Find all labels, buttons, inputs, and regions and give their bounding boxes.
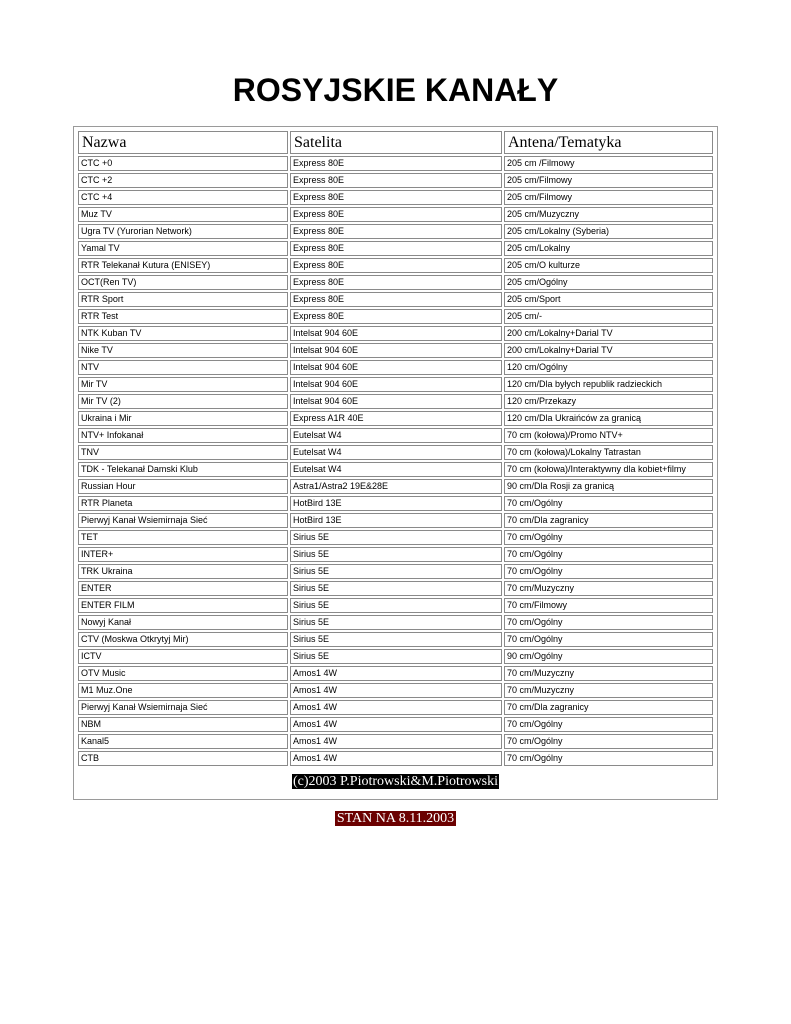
- cell-nazwa: RTR Telekanał Kutura (ENISEY): [78, 258, 288, 273]
- cell-nazwa: Nowyj Kanał: [78, 615, 288, 630]
- cell-antena: 200 cm/Lokalny+Darial TV: [504, 326, 713, 341]
- cell-nazwa: Nike TV: [78, 343, 288, 358]
- cell-antena: 70 cm/Ogólny: [504, 496, 713, 511]
- table-row: [78, 326, 713, 341]
- table-row: [78, 632, 713, 647]
- status-date-line: [0, 810, 791, 828]
- table-row: [78, 564, 713, 579]
- cell-nazwa: ICTV: [78, 649, 288, 664]
- cell-satelita: Amos1 4W: [290, 700, 502, 715]
- copyright-line: [0, 773, 791, 791]
- cell-nazwa: Russian Hour: [78, 479, 288, 494]
- cell-antena: 70 cm/Ogólny: [504, 564, 713, 579]
- cell-nazwa: CTV (Moskwa Otkrytyj Mir): [78, 632, 288, 647]
- cell-satelita: Sirius 5E: [290, 598, 502, 613]
- cell-nazwa: TDK - Telekanał Damski Klub: [78, 462, 288, 477]
- cell-nazwa: Pierwyj Kanał Wsiemirnaja Sieć: [78, 700, 288, 715]
- cell-nazwa: CTC +4: [78, 190, 288, 205]
- table-row: [78, 649, 713, 664]
- table-row: [78, 190, 713, 205]
- cell-satelita: Express 80E: [290, 156, 502, 171]
- table-row: [78, 309, 713, 324]
- cell-nazwa: NTV: [78, 360, 288, 375]
- cell-antena: 70 cm/Filmowy: [504, 598, 713, 613]
- table-row: [78, 462, 713, 477]
- table-row: [78, 292, 713, 307]
- table-row: [78, 445, 713, 460]
- column-header-nazwa: Nazwa: [78, 131, 288, 154]
- cell-satelita: Astra1/Astra2 19E&28E: [290, 479, 502, 494]
- cell-satelita: Sirius 5E: [290, 581, 502, 596]
- cell-nazwa: Ukraina i Mir: [78, 411, 288, 426]
- status-date-text: STAN NA 8.11.2003: [336, 811, 455, 826]
- cell-satelita: Amos1 4W: [290, 717, 502, 732]
- table-row: [78, 479, 713, 494]
- table-row: [78, 411, 713, 426]
- cell-nazwa: NTV+ Infokanał: [78, 428, 288, 443]
- table-row: [78, 513, 713, 528]
- copyright-text: (c)2003 P.Piotrowski&M.Piotrowski: [293, 774, 498, 789]
- table-row: [78, 751, 713, 766]
- cell-antena: 70 cm/Muzyczny: [504, 581, 713, 596]
- cell-satelita: Intelsat 904 60E: [290, 394, 502, 409]
- table-row: [78, 258, 713, 273]
- cell-satelita: Express A1R 40E: [290, 411, 502, 426]
- cell-nazwa: ENTER: [78, 581, 288, 596]
- cell-antena: 205 cm/O kulturze: [504, 258, 713, 273]
- table-row: [78, 734, 713, 749]
- cell-satelita: Eutelsat W4: [290, 445, 502, 460]
- table-row: [78, 275, 713, 290]
- cell-antena: 70 cm/Ogólny: [504, 734, 713, 749]
- channels-table-frame: [73, 126, 718, 800]
- column-header-antena: Antena/Tematyka: [504, 131, 713, 154]
- cell-antena: 205 cm/Ogólny: [504, 275, 713, 290]
- cell-satelita: Amos1 4W: [290, 666, 502, 681]
- column-header-satelita: Satelita: [290, 131, 502, 154]
- cell-nazwa: ENTER FILM: [78, 598, 288, 613]
- cell-satelita: Intelsat 904 60E: [290, 360, 502, 375]
- cell-antena: 120 cm/Dla Ukraińców za granicą: [504, 411, 713, 426]
- cell-antena: 205 cm/Filmowy: [504, 173, 713, 188]
- cell-nazwa: RTR Sport: [78, 292, 288, 307]
- cell-satelita: HotBird 13E: [290, 496, 502, 511]
- cell-satelita: Eutelsat W4: [290, 462, 502, 477]
- cell-nazwa: TET: [78, 530, 288, 545]
- table-row: [78, 377, 713, 392]
- table-row: [78, 207, 713, 222]
- cell-satelita: Express 80E: [290, 258, 502, 273]
- table-row: [78, 666, 713, 681]
- cell-antena: 70 cm/Ogólny: [504, 615, 713, 630]
- cell-antena: 90 cm/Ogólny: [504, 649, 713, 664]
- cell-nazwa: CTB: [78, 751, 288, 766]
- table-row: [78, 547, 713, 562]
- cell-nazwa: OCT(Ren TV): [78, 275, 288, 290]
- cell-satelita: Sirius 5E: [290, 530, 502, 545]
- cell-satelita: Express 80E: [290, 173, 502, 188]
- cell-nazwa: TNV: [78, 445, 288, 460]
- table-row: [78, 428, 713, 443]
- cell-nazwa: CTC +0: [78, 156, 288, 171]
- cell-nazwa: OTV Music: [78, 666, 288, 681]
- cell-satelita: Sirius 5E: [290, 564, 502, 579]
- cell-satelita: Intelsat 904 60E: [290, 377, 502, 392]
- table-row: [78, 224, 713, 239]
- table-row: [78, 496, 713, 511]
- cell-satelita: Sirius 5E: [290, 615, 502, 630]
- table-row: [78, 241, 713, 256]
- cell-satelita: Intelsat 904 60E: [290, 343, 502, 358]
- cell-satelita: Amos1 4W: [290, 734, 502, 749]
- cell-antena: 205 cm/Lokalny (Syberia): [504, 224, 713, 239]
- table-header-row: [78, 131, 713, 154]
- cell-nazwa: Pierwyj Kanał Wsiemirnaja Sieć: [78, 513, 288, 528]
- cell-nazwa: Mir TV (2): [78, 394, 288, 409]
- cell-antena: 205 cm/Filmowy: [504, 190, 713, 205]
- table-row: [78, 173, 713, 188]
- table-row: [78, 156, 713, 171]
- cell-nazwa: NBM: [78, 717, 288, 732]
- table-row: [78, 360, 713, 375]
- table-row: [78, 581, 713, 596]
- cell-nazwa: Muz TV: [78, 207, 288, 222]
- cell-nazwa: M1 Muz.One: [78, 683, 288, 698]
- cell-satelita: Express 80E: [290, 190, 502, 205]
- cell-antena: 205 cm/Muzyczny: [504, 207, 713, 222]
- page-title: ROSYJSKIE KANAŁY: [232, 72, 559, 108]
- table-body: [78, 156, 713, 766]
- cell-antena: 70 cm/Muzyczny: [504, 666, 713, 681]
- table-row: [78, 343, 713, 358]
- channels-table: [76, 129, 715, 768]
- table-row: [78, 530, 713, 545]
- cell-nazwa: RTR Planeta: [78, 496, 288, 511]
- cell-nazwa: Kanal5: [78, 734, 288, 749]
- cell-antena: 70 cm (kołowa)/Interaktywny dla kobiet+filmy: [504, 462, 713, 477]
- cell-satelita: Express 80E: [290, 275, 502, 290]
- cell-antena: 120 cm/Przekazy: [504, 394, 713, 409]
- cell-nazwa: Yamal TV: [78, 241, 288, 256]
- cell-antena: 205 cm/Lokalny: [504, 241, 713, 256]
- cell-antena: 200 cm/Lokalny+Darial TV: [504, 343, 713, 358]
- cell-satelita: Express 80E: [290, 207, 502, 222]
- cell-satelita: Sirius 5E: [290, 649, 502, 664]
- cell-antena: 70 cm/Ogólny: [504, 751, 713, 766]
- cell-nazwa: NTK Kuban TV: [78, 326, 288, 341]
- cell-nazwa: INTER+: [78, 547, 288, 562]
- cell-satelita: Eutelsat W4: [290, 428, 502, 443]
- cell-nazwa: TRK Ukraina: [78, 564, 288, 579]
- table-row: [78, 598, 713, 613]
- cell-satelita: Sirius 5E: [290, 632, 502, 647]
- cell-satelita: Express 80E: [290, 292, 502, 307]
- cell-antena: 90 cm/Dla Rosji za granicą: [504, 479, 713, 494]
- cell-satelita: Intelsat 904 60E: [290, 326, 502, 341]
- cell-antena: 205 cm/-: [504, 309, 713, 324]
- cell-nazwa: RTR Test: [78, 309, 288, 324]
- cell-satelita: Express 80E: [290, 224, 502, 239]
- cell-antena: 70 cm (kołowa)/Lokalny Tatrastan: [504, 445, 713, 460]
- cell-antena: 205 cm/Sport: [504, 292, 713, 307]
- cell-antena: 120 cm/Dla byłych republik radzieckich: [504, 377, 713, 392]
- cell-antena: 70 cm (kołowa)/Promo NTV+: [504, 428, 713, 443]
- table-row: [78, 394, 713, 409]
- cell-antena: 70 cm/Dla zagranicy: [504, 513, 713, 528]
- cell-satelita: Express 80E: [290, 309, 502, 324]
- cell-antena: 70 cm/Ogólny: [504, 547, 713, 562]
- table-row: [78, 717, 713, 732]
- cell-antena: 70 cm/Ogólny: [504, 530, 713, 545]
- table-row: [78, 615, 713, 630]
- cell-antena: 70 cm/Dla zagranicy: [504, 700, 713, 715]
- table-row: [78, 700, 713, 715]
- cell-antena: 70 cm/Muzyczny: [504, 683, 713, 698]
- cell-antena: 205 cm /Filmowy: [504, 156, 713, 171]
- cell-satelita: Sirius 5E: [290, 547, 502, 562]
- cell-satelita: HotBird 13E: [290, 513, 502, 528]
- cell-antena: 120 cm/Ogólny: [504, 360, 713, 375]
- cell-antena: 70 cm/Ogólny: [504, 717, 713, 732]
- cell-satelita: Amos1 4W: [290, 751, 502, 766]
- cell-nazwa: Ugra TV (Yurorian Network): [78, 224, 288, 239]
- cell-nazwa: CTC +2: [78, 173, 288, 188]
- cell-satelita: Amos1 4W: [290, 683, 502, 698]
- cell-antena: 70 cm/Ogólny: [504, 632, 713, 647]
- cell-satelita: Express 80E: [290, 241, 502, 256]
- table-row: [78, 683, 713, 698]
- cell-nazwa: Mir TV: [78, 377, 288, 392]
